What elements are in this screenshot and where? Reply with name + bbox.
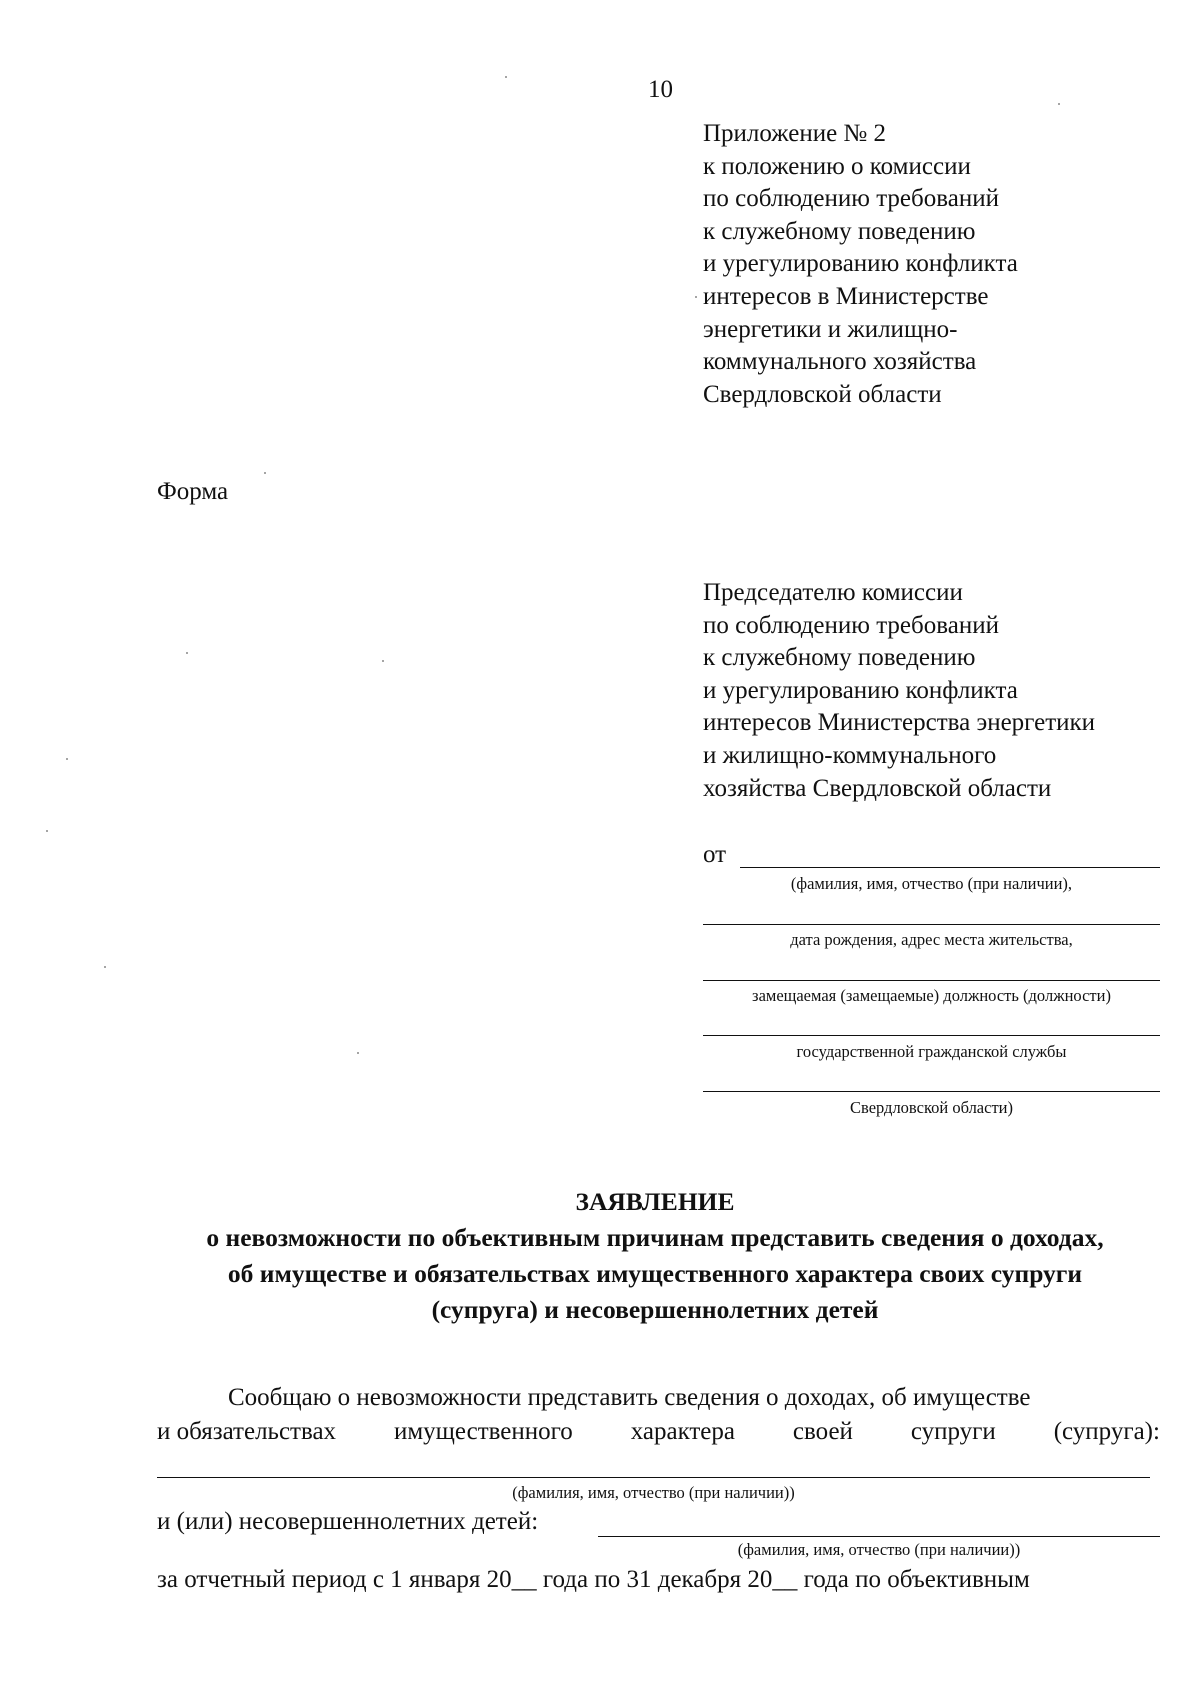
scan-speck — [505, 76, 507, 78]
scan-speck — [1058, 103, 1060, 105]
form-label: Форма — [157, 478, 229, 505]
scan-speck — [66, 758, 68, 760]
addressee-block — [703, 577, 1095, 805]
scan-speck — [186, 652, 188, 654]
body-line: Сообщаю о невозможности представить сведения о доходах, об имуществе — [228, 1384, 1031, 1411]
scan-speck — [264, 472, 266, 474]
field-caption: Свердловской области) — [850, 1098, 1013, 1117]
children-label: и (или) несовершеннолетних детей: — [157, 1508, 539, 1535]
addressee-line: и урегулированию конфликта — [703, 676, 1018, 704]
annex-line: коммунального хозяйства — [703, 348, 977, 376]
addressee-line: Председателю комиссии — [703, 579, 963, 606]
scan-speck — [695, 296, 697, 298]
scan-speck — [46, 830, 48, 832]
civil-service-field[interactable] — [703, 1035, 1160, 1036]
scan-speck — [382, 660, 384, 662]
page-number: 10 — [648, 76, 673, 103]
annex-line: энергетики и жилищно- — [703, 315, 958, 343]
body-line-justified — [157, 1418, 1160, 1446]
body-line: за отчетный период с 1 января 20__ года по 31 декабря 20__ года по объективным — [157, 1566, 1030, 1593]
body-word: супруги — [910, 1418, 996, 1445]
annex-line: Свердловской области — [703, 380, 942, 408]
body-word: характера — [630, 1418, 735, 1445]
spouse-name-field[interactable] — [157, 1477, 1150, 1478]
children-name-field[interactable] — [598, 1536, 1160, 1537]
body-word: своей — [792, 1418, 853, 1445]
addressee-line: по соблюдению требований — [703, 611, 999, 639]
addressee-line: хозяйства Свердловской области — [703, 774, 1052, 802]
scan-speck — [357, 1052, 359, 1054]
field-caption: государственной гражданской службы — [796, 1042, 1067, 1061]
applicant-name-field[interactable] — [740, 867, 1160, 868]
field-caption: (фамилия, имя, отчество (при наличии), — [790, 874, 1073, 893]
scan-speck — [104, 966, 106, 968]
annex-line: Приложение № 2 — [703, 120, 887, 147]
addressee-line: к служебному поведению — [703, 644, 976, 672]
region-field[interactable] — [703, 1091, 1160, 1092]
addressee-line: и жилищно-коммунального — [703, 741, 997, 769]
position-field[interactable] — [703, 980, 1160, 981]
field-caption: замещаемая (замещаемые) должность (должности) — [752, 986, 1111, 1005]
body-word: (супруга): — [1053, 1418, 1160, 1445]
from-label: от — [703, 841, 727, 868]
field-caption: (фамилия, имя, отчество (при наличии)) — [737, 1540, 1021, 1559]
annex-block — [703, 118, 1018, 411]
body-word: имущественного — [393, 1418, 573, 1445]
title-line: о невозможности по объективным причинам представить сведения о доходах, — [206, 1223, 1104, 1252]
annex-line: по соблюдению требований — [703, 185, 999, 213]
field-caption: (фамилия, имя, отчество (при наличии)) — [512, 1483, 795, 1502]
document-title: ЗАЯВЛЕНИЕ — [575, 1187, 735, 1216]
body-word: и обязательствах — [157, 1418, 337, 1445]
field-caption: дата рождения, адрес места жительства, — [790, 930, 1073, 949]
birth-address-field[interactable] — [703, 924, 1160, 925]
title-line: (супруга) и несовершеннолетних детей — [431, 1295, 879, 1324]
annex-line: к положению о комиссии — [703, 152, 971, 180]
annex-line: к служебному поведению — [703, 217, 976, 245]
annex-line: и урегулированию конфликта — [703, 250, 1018, 278]
annex-line: интересов в Министерстве — [703, 282, 989, 310]
addressee-line: интересов Министерства энергетики — [703, 709, 1096, 737]
title-line: об имуществе и обязательствах имущественного характера своих супруги — [227, 1259, 1083, 1288]
